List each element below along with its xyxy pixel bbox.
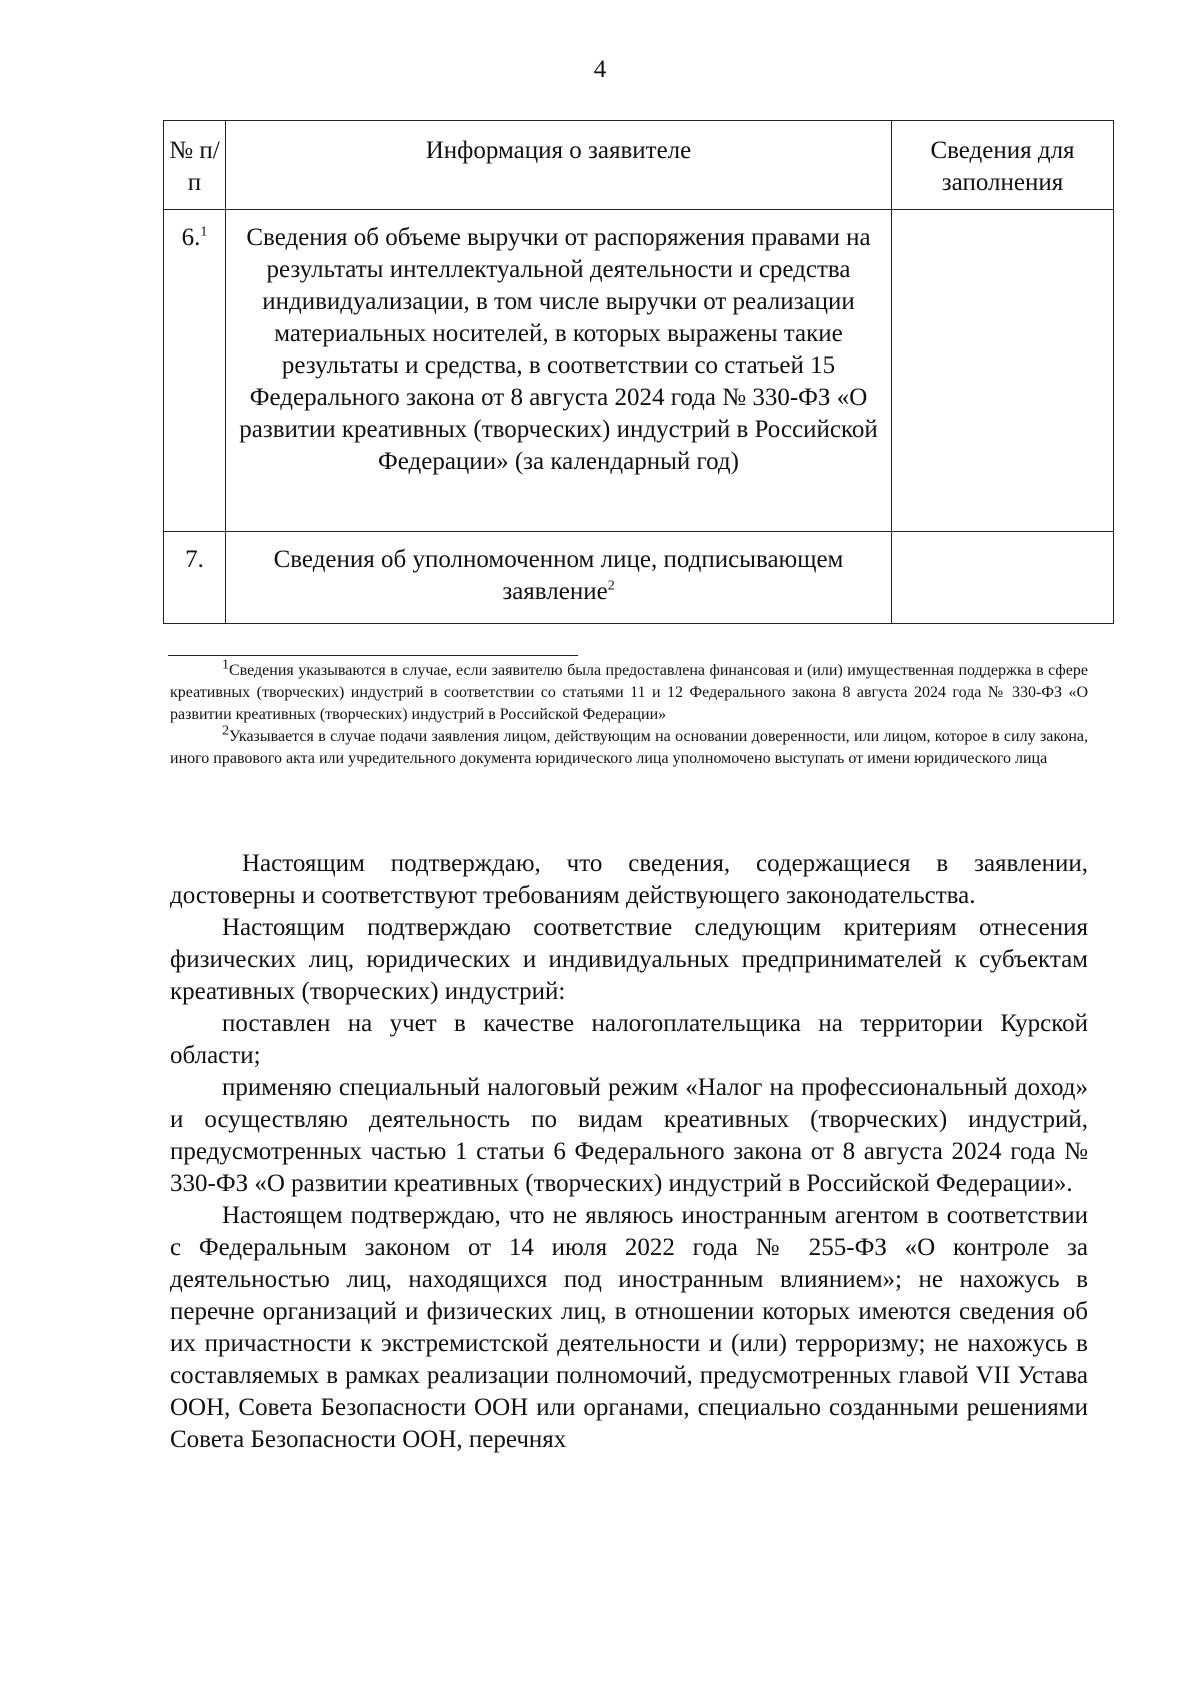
footnote-mark: 2 <box>607 578 615 594</box>
footnote-mark: 1 <box>200 224 208 240</box>
header-fill: Сведения для заполнения <box>892 121 1114 210</box>
table-row <box>164 210 1114 532</box>
row-fill-cell[interactable] <box>892 532 1114 624</box>
row-text <box>226 532 892 624</box>
paragraph: применяю специальный налоговый режим «Налог на профессиональный доход» и осуществляю деятельность по видам креативных (творческих) индустрий, предусмотренных частью 1 статьи 6 Федерального закона от 8 августа 2024 года № 330-ФЗ «О развитии креативных (творческих) индустрий в Российской Федерации». <box>170 1074 1088 1197</box>
paragraph: Настоящим подтверждаю соответствие следующим критериям отнесения физических лиц, юридических и индивидуальных предпринимателей к субъектам креативных (творческих) индустрий: <box>170 914 1088 1005</box>
footnote-mark: 1 <box>222 657 229 673</box>
paragraph: Настоящим подтверждаю, что сведения, содержащиеся в заявлении, достоверны и соответствуют требованиям действующего законодательства. <box>170 850 1088 909</box>
paragraph: поставлен на учет в качестве налогоплательщика на территории Курской области; <box>170 1010 1088 1069</box>
row-number-value: 6. <box>181 224 201 251</box>
page-number: 4 <box>593 56 607 83</box>
row-text-value: Сведения об объеме выручки от распоряжения правами на результаты интеллектуальной деятельности и средства индивидуализации, в том числе выручки от реализации материальных носителей, в которых выражены такие результаты и средства, в соответствии со статьей 15 Федерального закона от 8 августа 2024 года № 330-ФЗ «О развитии креативных (творческих) индустрий в Российской Федерации» (за календарный год) <box>239 224 878 475</box>
paragraph: Настоящем подтверждаю, что не являюсь иностранным агентом в соответствии с Федеральным законом от 14 июля 2022 года № 255-ФЗ «О контроле за деятельностью лиц, находящихся под иностранным влиянием»; не нахожусь в перечне организаций и физических лиц, в отношении которых имеются сведения об их причастности к экстремистской деятельности и (или) терроризму; не нахожусь в составляемых в рамках реализации полномочий, предусмотренных главой VII Устава ООН, Совета Безопасности ООН или органами, специально созданными решениями Совета Безопасности ООН, перечнях <box>170 1202 1088 1453</box>
footnote-text: Указывается в случае подачи заявления лицом, действующим на основании доверенности, или лицом, которое в силу закона, иного правового акта или учредительного документа юридического лица уполномочено выступать от имени юридического лица <box>170 728 1088 767</box>
table-row <box>164 532 1114 624</box>
footnotes <box>170 657 1088 770</box>
row-number-value: 7. <box>185 546 204 573</box>
footnote <box>170 657 1088 726</box>
header-info: Информация о заявителе <box>226 121 892 210</box>
table-header-row <box>164 121 1114 210</box>
header-num: № п/п <box>164 121 226 210</box>
footnote-text: Сведения указываются в случае, если заявителю была предоставлена финансовая и (или) имущественная поддержка в сфере креативных (творческих) индустрий в соответствии со статьями 11 и 12 Федерального закона 8 августа 2024 года № 330-ФЗ «О развитии креативных (творческих) индустрий в Российской Федерации» <box>170 662 1088 723</box>
footnote-divider <box>168 655 578 656</box>
row-fill-cell[interactable] <box>892 210 1114 532</box>
row-number <box>164 210 226 532</box>
footnote <box>170 723 1088 770</box>
body-text <box>170 848 1088 1456</box>
applicant-info-table <box>163 120 1114 624</box>
row-text-value: Сведения об уполномоченном лице, подписывающем заявление <box>273 546 844 605</box>
footnote-mark: 2 <box>222 723 229 739</box>
row-number <box>164 532 226 624</box>
row-text <box>226 210 892 532</box>
